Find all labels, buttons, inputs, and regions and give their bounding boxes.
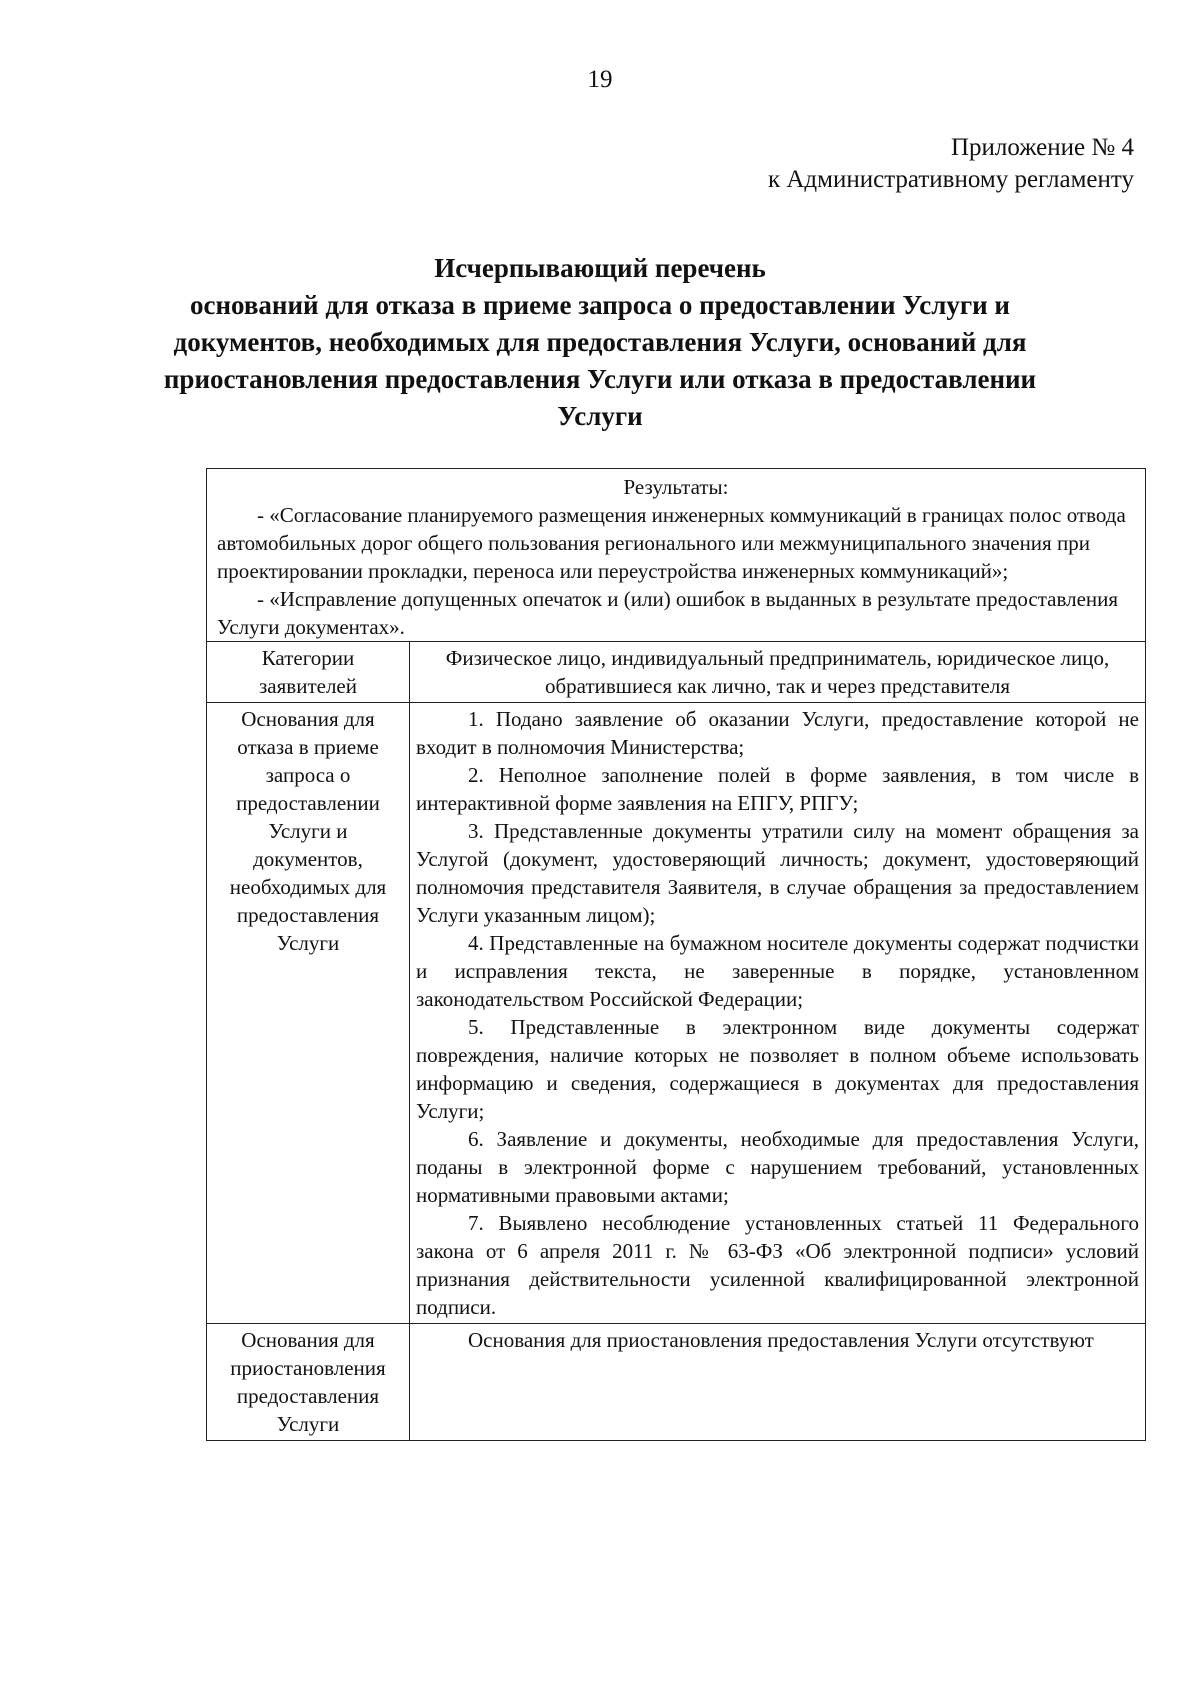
table-row	[207, 703, 1146, 1324]
list-item: 4. Представленные на бумажном носителе документы содержат подчистки и исправления текста, не заверенные в порядке, установленном законодательством Российской Федерации;	[416, 931, 1139, 1011]
document-title	[150, 250, 1050, 435]
results-title: Результаты:	[623, 475, 729, 499]
list-item: 2. Неполное заполнение полей в форме заявления, в том числе в интерактивной форме заявления на ЕПГУ, РПГУ;	[416, 763, 1139, 815]
title-line: Услуги	[557, 401, 643, 431]
title-line: оснований для отказа в приеме запроса о предоставлении Услуги и	[189, 290, 1010, 320]
result-item: - «Исправление допущенных опечаток и (или) ошибок в выданных в результате предоставления Услуги документах».	[217, 587, 1119, 639]
list-item: 1. Подано заявление об оказании Услуги, предоставление которой не входит в полномочия Министерства;	[416, 707, 1139, 759]
appendix-number: Приложение № 4	[950, 134, 1134, 161]
list-item: 5. Представленные в электронном виде документы содержат повреждения, наличие которых не позволяет в полном объеме использовать информацию и сведения, содержащиеся в документах для предоставления Услуги;	[416, 1015, 1139, 1123]
applicant-categories: Физическое лицо, индивидуальный предприниматель, юридическое лицо, обратившиеся как лично, так и через представителя	[410, 642, 1146, 703]
list-item: 6. Заявление и документы, необходимые для предоставления Услуги, поданы в электронной форме с нарушением требований, установленных нормативными правовыми актами;	[416, 1127, 1139, 1207]
grounds-table	[206, 468, 1146, 1441]
row-label: Категории заявителей	[207, 642, 410, 703]
result-item: - «Согласование планируемого размещения инженерных коммуникаций в границах полос отвода автомобильных дорог общего пользования регионального или межмуниципального значения при проектировании прокладки, переноса или переустройства инженерных коммуникаций»;	[217, 503, 1126, 583]
title-line: Исчерпывающий перечень	[434, 253, 766, 283]
refusal-grounds-list	[410, 703, 1146, 1324]
table-row	[207, 1324, 1146, 1441]
appendix-header	[768, 132, 1134, 196]
list-item: 7. Выявлено несоблюдение установленных статьей 11 Федерального закона от 6 апреля 2011 г. № 63-ФЗ «Об электронной подписи» условий признания действительности усиленной квалифицированной электронной подписи.	[416, 1211, 1139, 1319]
title-line: документов, необходимых для предоставления Услуги, оснований для	[173, 327, 1027, 357]
title-line: приостановления предоставления Услуги или отказа в предоставлении	[163, 364, 1037, 394]
suspension-grounds: Основания для приостановления предоставления Услуги отсутствуют	[410, 1324, 1146, 1441]
table-row	[207, 642, 1146, 703]
results-cell	[207, 469, 1146, 642]
list-item: 3. Представленные документы утратили силу на момент обращения за Услугой (документ, удостоверяющий личность; документ, удостоверяющий полномочия представителя Заявителя, в случае обращения за предоставлением Услуги указанным лицом);	[416, 819, 1139, 927]
row-label: Основания для отказа в приеме запроса о предоставлении Услуги и документов, необходимых для предоставления Услуги	[207, 703, 410, 1324]
results-row	[207, 469, 1146, 642]
appendix-reference: к Административному регламенту	[767, 166, 1134, 193]
row-label: Основания для приостановления предоставления Услуги	[207, 1324, 410, 1441]
page-number: 19	[587, 66, 613, 93]
